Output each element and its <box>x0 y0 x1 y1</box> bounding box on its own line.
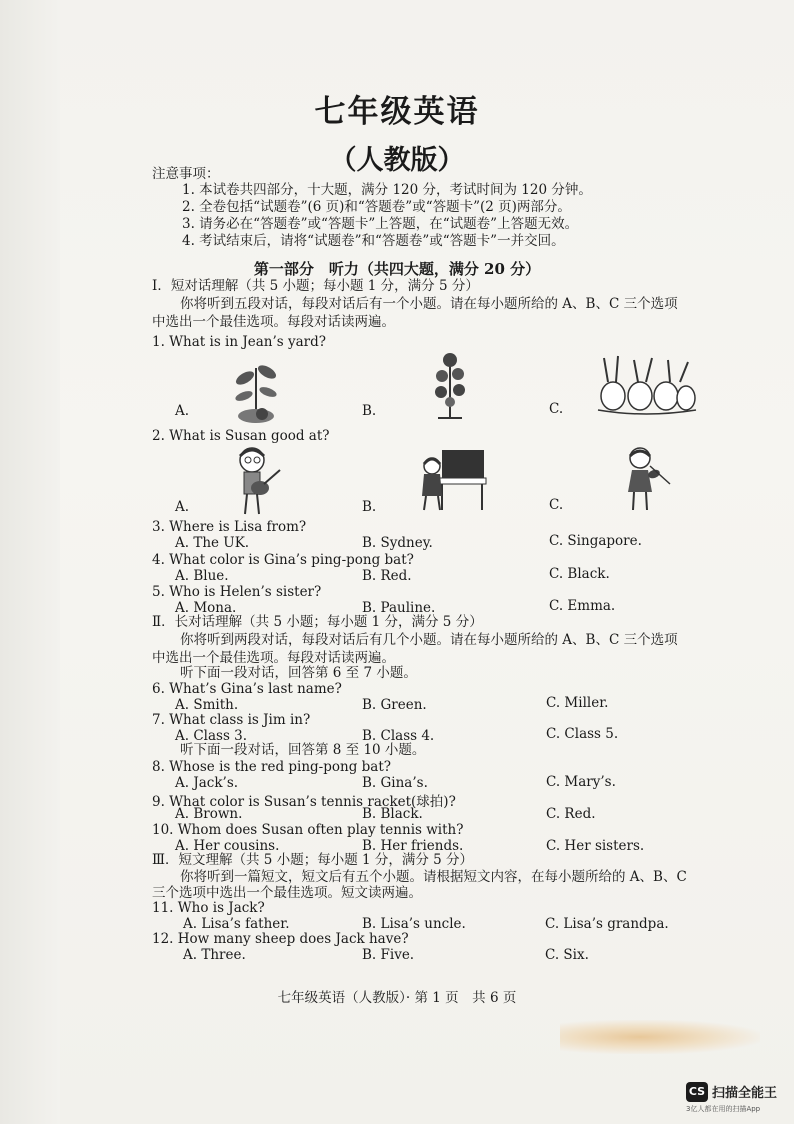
q1-option-b: B. <box>362 403 377 419</box>
section3-title: Ⅲ．短文理解（共 5 小题；每小题 1 分，满分 5 分） <box>152 852 474 868</box>
q7-option-b: B. Class 4. <box>362 728 435 744</box>
q3-option-c: C. Singapore. <box>549 533 642 549</box>
section3-instruction: 你将听到一篇短文，短文后有五个小题。请根据短文内容，在每小题所给的 A、B、C <box>180 869 687 885</box>
question-3-stem: 3. Where is Lisa from? <box>152 519 307 535</box>
paper-stain <box>560 1020 760 1054</box>
question-7-stem: 7. What class is Jim in? <box>152 712 311 728</box>
q4-option-c: C. Black. <box>549 566 610 582</box>
notes-item: 2. 全卷包括“试题卷”(6 页)和“答题卷”或“答题卡”(2 页)两部分。 <box>182 199 571 215</box>
notes-item: 3. 请务必在“答题卷”或“答题卡”上答题，在“试题卷”上答题无效。 <box>182 216 579 232</box>
scanner-tagline: 3亿人都在用的扫描App <box>686 1105 761 1113</box>
q8-option-a: A. Jack’s. <box>175 775 239 791</box>
tomato-plant-image <box>432 352 468 422</box>
question-10-stem: 10. Whom does Susan often play tennis with? <box>152 822 464 838</box>
page-footer: 七年级英语（人教版）· 第 1 页 共 6 页 <box>277 990 517 1006</box>
q5-option-b: B. Pauline. <box>362 600 436 616</box>
notes-item: 4. 考试结束后，请将“试题卷”和“答题卷”或“答题卡”一并交回。 <box>182 233 565 249</box>
q7-option-c: C. Class 5. <box>546 726 619 742</box>
piano-player-image <box>418 444 490 514</box>
violin-player-image <box>620 444 672 514</box>
q8-option-c: C. Mary’s. <box>546 774 616 790</box>
section2-title: Ⅱ．长对话理解（共 5 小题；每小题 1 分，满分 5 分） <box>152 614 483 630</box>
scanner-app-name: 扫描全能王 <box>712 1086 778 1101</box>
q9-option-a: A. Brown. <box>175 806 243 822</box>
section1-instruction: 你将听到五段对话，每段对话后有一个小题。请在每小题所给的 A、B、C 三个选项 <box>180 296 678 312</box>
notes-item: 1. 本试卷共四部分，十大题，满分 120 分，考试时间为 120 分钟。 <box>182 182 592 198</box>
question-2-stem: 2. What is Susan good at? <box>152 428 330 444</box>
q7-option-a: A. Class 3. <box>175 728 248 744</box>
section1-instruction: 中选出一个最佳选项。每段对话读两遍。 <box>152 314 395 330</box>
q10-option-c: C. Her sisters. <box>546 838 645 854</box>
q10-option-b: B. Her friends. <box>362 838 464 854</box>
q2-option-c: C. <box>549 497 564 513</box>
guitar-player-image <box>232 444 284 516</box>
carrots-image <box>596 352 698 418</box>
q2-option-b: B. <box>362 499 377 515</box>
page-title: 七年级英语 <box>314 94 480 130</box>
sprout-image <box>230 356 282 424</box>
q3-option-a: A. The UK. <box>175 535 250 551</box>
q6-option-c: C. Miller. <box>546 695 609 711</box>
q10-option-a: A. Her cousins. <box>175 838 280 854</box>
q11-option-a: A. Lisa’s father. <box>183 916 290 932</box>
dialog-instruction: 听下面一段对话，回答第 8 至 10 小题。 <box>180 742 426 758</box>
q4-option-b: B. Red. <box>362 568 412 584</box>
question-11-stem: 11. Who is Jack? <box>152 900 265 916</box>
section2-instruction: 你将听到两段对话，每段对话后有几个小题。请在每小题所给的 A、B、C 三个选项 <box>180 632 678 648</box>
part1-heading: 第一部分 听力（共四大题，满分 20 分） <box>253 260 541 278</box>
q8-option-b: B. Gina’s. <box>362 775 428 791</box>
q3-option-b: B. Sydney. <box>362 535 433 551</box>
q11-option-b: B. Lisa’s uncle. <box>362 916 466 932</box>
question-6-stem: 6. What’s Gina’s last name? <box>152 681 342 697</box>
question-9-stem: 9. What color is Susan’s tennis racket(球拍)? <box>152 794 456 810</box>
question-1-stem: 1. What is in Jean’s yard? <box>152 334 327 350</box>
q4-option-a: A. Blue. <box>175 568 229 584</box>
section3-instruction: 三个选项中选出一个最佳选项。短文读两遍。 <box>152 885 422 901</box>
question-4-stem: 4. What color is Gina’s ping-pong bat? <box>152 552 414 568</box>
q2-option-a: A. <box>175 499 190 515</box>
question-8-stem: 8. Whose is the red ping-pong bat? <box>152 759 391 775</box>
q5-option-c: C. Emma. <box>549 598 616 614</box>
q6-option-a: A. Smith. <box>175 697 239 713</box>
q5-option-a: A. Mona. <box>175 600 237 616</box>
scanner-logo-icon: CS <box>686 1082 708 1102</box>
q12-option-c: C. Six. <box>545 947 589 963</box>
q9-option-b: B. Black. <box>362 806 423 822</box>
q9-option-c: C. Red. <box>546 806 596 822</box>
page-subtitle: （人教版） <box>329 145 465 176</box>
q6-option-b: B. Green. <box>362 697 427 713</box>
section2-instruction: 中选出一个最佳选项。每段对话读两遍。 <box>152 650 395 666</box>
section1-title: Ⅰ．短对话理解（共 5 小题；每小题 1 分，满分 5 分） <box>152 278 479 294</box>
dialog-instruction: 听下面一段对话，回答第 6 至 7 小题。 <box>180 665 417 681</box>
q12-option-a: A. Three. <box>183 947 246 963</box>
q1-option-a: A. <box>175 403 190 419</box>
q1-option-c: C. <box>549 401 564 417</box>
question-5-stem: 5. Who is Helen’s sister? <box>152 584 322 600</box>
q11-option-c: C. Lisa’s grandpa. <box>545 916 669 932</box>
question-12-stem: 12. How many sheep does Jack have? <box>152 931 409 947</box>
q12-option-b: B. Five. <box>362 947 415 963</box>
notes-heading: 注意事项： <box>152 166 220 182</box>
